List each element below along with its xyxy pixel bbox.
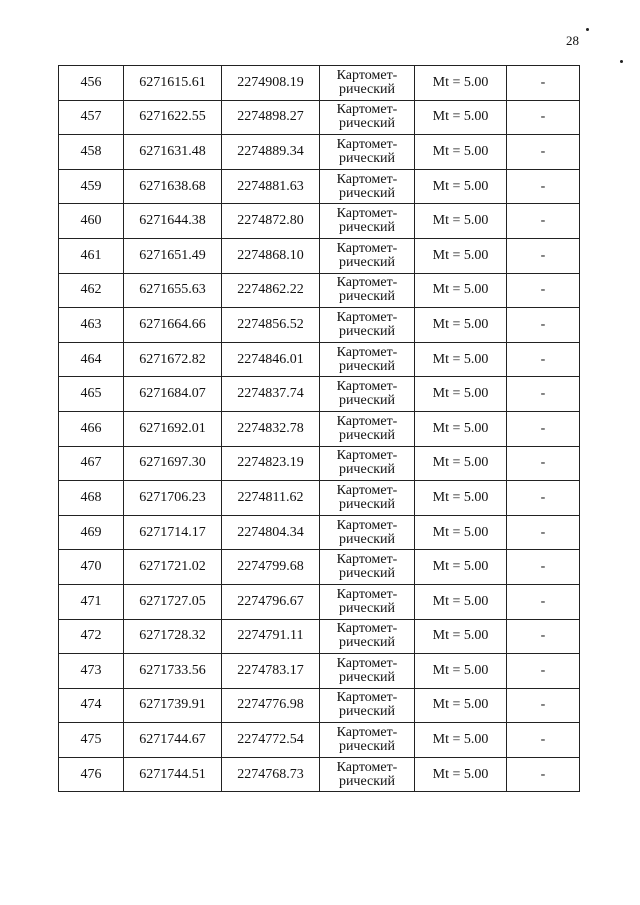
coordinates-table	[58, 65, 580, 792]
method-text-line2: рический	[338, 220, 396, 236]
method-text-line1: Картомет-	[336, 240, 398, 256]
method-cell	[320, 238, 415, 273]
point-number-cell: 472	[59, 619, 124, 654]
note-cell: -	[507, 66, 580, 101]
x-coordinate-cell: 6271714.17	[124, 515, 222, 550]
method-cell	[320, 169, 415, 204]
method-text-line2: рический	[338, 289, 396, 305]
note-cell: -	[507, 723, 580, 758]
method-text-line2: рический	[338, 669, 396, 685]
point-number-cell: 470	[59, 550, 124, 585]
note-cell: -	[507, 619, 580, 654]
point-number-cell: 460	[59, 204, 124, 239]
x-coordinate-cell: 6271638.68	[124, 169, 222, 204]
method-text-line2: рический	[338, 150, 396, 166]
point-number-cell: 464	[59, 342, 124, 377]
method-cell	[320, 377, 415, 412]
accuracy-cell: Mt = 5.00	[415, 66, 507, 101]
y-coordinate-cell: 2274772.54	[222, 723, 320, 758]
method-cell	[320, 515, 415, 550]
y-coordinate-cell: 2274768.73	[222, 757, 320, 792]
method-cell	[320, 446, 415, 481]
y-coordinate-cell: 2274811.62	[222, 481, 320, 516]
table-row	[59, 550, 580, 585]
note-cell: -	[507, 135, 580, 170]
table-row	[59, 654, 580, 689]
method-text-line1: Картомет-	[336, 136, 398, 152]
note-cell: -	[507, 481, 580, 516]
x-coordinate-cell: 6271622.55	[124, 100, 222, 135]
method-cell	[320, 273, 415, 308]
method-text-line2: рический	[338, 739, 396, 755]
point-number-cell: 468	[59, 481, 124, 516]
accuracy-cell: Mt = 5.00	[415, 515, 507, 550]
point-number-cell: 466	[59, 411, 124, 446]
point-number-cell: 458	[59, 135, 124, 170]
coordinates-table-body	[59, 66, 580, 792]
x-coordinate-cell: 6271744.67	[124, 723, 222, 758]
accuracy-cell: Mt = 5.00	[415, 238, 507, 273]
method-text-line1: Картомет-	[336, 621, 398, 637]
note-cell: -	[507, 654, 580, 689]
y-coordinate-cell: 2274783.17	[222, 654, 320, 689]
method-text-line1: Картомет-	[336, 586, 398, 602]
y-coordinate-cell: 2274776.98	[222, 688, 320, 723]
note-cell: -	[507, 688, 580, 723]
method-text-line1: Картомет-	[336, 725, 398, 741]
y-coordinate-cell: 2274804.34	[222, 515, 320, 550]
note-cell: -	[507, 446, 580, 481]
table-row	[59, 377, 580, 412]
method-text-line1: Картомет-	[336, 759, 398, 775]
method-text-line2: рический	[338, 185, 396, 201]
table-row	[59, 204, 580, 239]
x-coordinate-cell: 6271655.63	[124, 273, 222, 308]
method-text-line1: Картомет-	[336, 379, 398, 395]
point-number-cell: 461	[59, 238, 124, 273]
method-cell	[320, 550, 415, 585]
point-number-cell: 465	[59, 377, 124, 412]
table-row	[59, 515, 580, 550]
table-row	[59, 342, 580, 377]
method-cell	[320, 100, 415, 135]
y-coordinate-cell: 2274837.74	[222, 377, 320, 412]
method-text-line2: рический	[338, 323, 396, 339]
x-coordinate-cell: 6271733.56	[124, 654, 222, 689]
method-text-line1: Картомет-	[336, 552, 398, 568]
page-number: 28	[566, 33, 579, 48]
method-cell	[320, 342, 415, 377]
note-cell: -	[507, 273, 580, 308]
x-coordinate-cell: 6271631.48	[124, 135, 222, 170]
method-text-line2: рический	[338, 635, 396, 651]
y-coordinate-cell: 2274796.67	[222, 584, 320, 619]
x-coordinate-cell: 6271672.82	[124, 342, 222, 377]
method-cell	[320, 688, 415, 723]
table-row	[59, 238, 580, 273]
note-cell: -	[507, 377, 580, 412]
table-row	[59, 308, 580, 343]
point-number-cell: 476	[59, 757, 124, 792]
accuracy-cell: Mt = 5.00	[415, 688, 507, 723]
point-number-cell: 475	[59, 723, 124, 758]
accuracy-cell: Mt = 5.00	[415, 446, 507, 481]
y-coordinate-cell: 2274862.22	[222, 273, 320, 308]
method-cell	[320, 204, 415, 239]
accuracy-cell: Mt = 5.00	[415, 342, 507, 377]
table-row	[59, 481, 580, 516]
method-text-line2: рический	[338, 704, 396, 720]
accuracy-cell: Mt = 5.00	[415, 308, 507, 343]
table-row	[59, 273, 580, 308]
method-cell	[320, 411, 415, 446]
method-cell	[320, 757, 415, 792]
y-coordinate-cell: 2274832.78	[222, 411, 320, 446]
method-text-line2: рический	[338, 81, 396, 97]
method-text-line1: Картомет-	[336, 690, 398, 706]
x-coordinate-cell: 6271644.38	[124, 204, 222, 239]
method-text-line2: рический	[338, 531, 396, 547]
y-coordinate-cell: 2274881.63	[222, 169, 320, 204]
point-number-cell: 462	[59, 273, 124, 308]
method-cell	[320, 481, 415, 516]
accuracy-cell: Mt = 5.00	[415, 481, 507, 516]
x-coordinate-cell: 6271697.30	[124, 446, 222, 481]
point-number-cell: 463	[59, 308, 124, 343]
x-coordinate-cell: 6271684.07	[124, 377, 222, 412]
method-text-line1: Картомет-	[336, 344, 398, 360]
note-cell: -	[507, 584, 580, 619]
method-text-line1: Картомет-	[336, 413, 398, 429]
x-coordinate-cell: 6271727.05	[124, 584, 222, 619]
method-text-line1: Картомет-	[336, 482, 398, 498]
scan-dot-mark	[586, 28, 589, 31]
note-cell: -	[507, 169, 580, 204]
table-row	[59, 688, 580, 723]
note-cell: -	[507, 100, 580, 135]
note-cell: -	[507, 550, 580, 585]
method-cell	[320, 654, 415, 689]
accuracy-cell: Mt = 5.00	[415, 619, 507, 654]
method-text-line2: рический	[338, 393, 396, 409]
accuracy-cell: Mt = 5.00	[415, 377, 507, 412]
method-text-line2: рический	[338, 773, 396, 789]
table-row	[59, 757, 580, 792]
x-coordinate-cell: 6271744.51	[124, 757, 222, 792]
method-text-line1: Картомет-	[336, 206, 398, 222]
method-cell	[320, 66, 415, 101]
table-row	[59, 169, 580, 204]
y-coordinate-cell: 2274823.19	[222, 446, 320, 481]
method-text-line1: Картомет-	[336, 655, 398, 671]
note-cell: -	[507, 204, 580, 239]
method-cell	[320, 584, 415, 619]
method-text-line1: Картомет-	[336, 102, 398, 118]
y-coordinate-cell: 2274898.27	[222, 100, 320, 135]
accuracy-cell: Mt = 5.00	[415, 100, 507, 135]
method-text-line2: рический	[338, 462, 396, 478]
note-cell: -	[507, 515, 580, 550]
point-number-cell: 469	[59, 515, 124, 550]
point-number-cell: 473	[59, 654, 124, 689]
table-row	[59, 619, 580, 654]
accuracy-cell: Mt = 5.00	[415, 135, 507, 170]
point-number-cell: 457	[59, 100, 124, 135]
table-row	[59, 584, 580, 619]
y-coordinate-cell: 2274872.80	[222, 204, 320, 239]
method-cell	[320, 135, 415, 170]
table-row	[59, 66, 580, 101]
scan-dot-mark	[620, 60, 623, 63]
method-text-line1: Картомет-	[336, 517, 398, 533]
y-coordinate-cell: 2274868.10	[222, 238, 320, 273]
method-text-line2: рический	[338, 600, 396, 616]
y-coordinate-cell: 2274889.34	[222, 135, 320, 170]
table-row	[59, 135, 580, 170]
point-number-cell: 456	[59, 66, 124, 101]
note-cell: -	[507, 238, 580, 273]
table-row	[59, 723, 580, 758]
note-cell: -	[507, 308, 580, 343]
method-text-line1: Картомет-	[336, 448, 398, 464]
accuracy-cell: Mt = 5.00	[415, 204, 507, 239]
x-coordinate-cell: 6271706.23	[124, 481, 222, 516]
note-cell: -	[507, 411, 580, 446]
y-coordinate-cell: 2274846.01	[222, 342, 320, 377]
accuracy-cell: Mt = 5.00	[415, 169, 507, 204]
x-coordinate-cell: 6271664.66	[124, 308, 222, 343]
method-text-line2: рический	[338, 254, 396, 270]
point-number-cell: 474	[59, 688, 124, 723]
method-text-line2: рический	[338, 496, 396, 512]
x-coordinate-cell: 6271739.91	[124, 688, 222, 723]
method-cell	[320, 619, 415, 654]
note-cell: -	[507, 342, 580, 377]
x-coordinate-cell: 6271615.61	[124, 66, 222, 101]
method-text-line2: рический	[338, 358, 396, 374]
x-coordinate-cell: 6271728.32	[124, 619, 222, 654]
point-number-cell: 467	[59, 446, 124, 481]
accuracy-cell: Mt = 5.00	[415, 584, 507, 619]
point-number-cell: 471	[59, 584, 124, 619]
note-cell: -	[507, 757, 580, 792]
method-text-line1: Картомет-	[336, 171, 398, 187]
accuracy-cell: Mt = 5.00	[415, 411, 507, 446]
y-coordinate-cell: 2274908.19	[222, 66, 320, 101]
accuracy-cell: Mt = 5.00	[415, 654, 507, 689]
accuracy-cell: Mt = 5.00	[415, 273, 507, 308]
method-cell	[320, 723, 415, 758]
method-text-line1: Картомет-	[336, 67, 398, 83]
y-coordinate-cell: 2274799.68	[222, 550, 320, 585]
method-text-line2: рический	[338, 116, 396, 132]
accuracy-cell: Mt = 5.00	[415, 550, 507, 585]
x-coordinate-cell: 6271651.49	[124, 238, 222, 273]
y-coordinate-cell: 2274791.11	[222, 619, 320, 654]
x-coordinate-cell: 6271692.01	[124, 411, 222, 446]
method-text-line2: рический	[338, 427, 396, 443]
method-cell	[320, 308, 415, 343]
accuracy-cell: Mt = 5.00	[415, 757, 507, 792]
method-text-line1: Картомет-	[336, 309, 398, 325]
table-row	[59, 100, 580, 135]
table-row	[59, 411, 580, 446]
method-text-line1: Картомет-	[336, 275, 398, 291]
x-coordinate-cell: 6271721.02	[124, 550, 222, 585]
method-text-line2: рический	[338, 566, 396, 582]
table-row	[59, 446, 580, 481]
y-coordinate-cell: 2274856.52	[222, 308, 320, 343]
accuracy-cell: Mt = 5.00	[415, 723, 507, 758]
point-number-cell: 459	[59, 169, 124, 204]
